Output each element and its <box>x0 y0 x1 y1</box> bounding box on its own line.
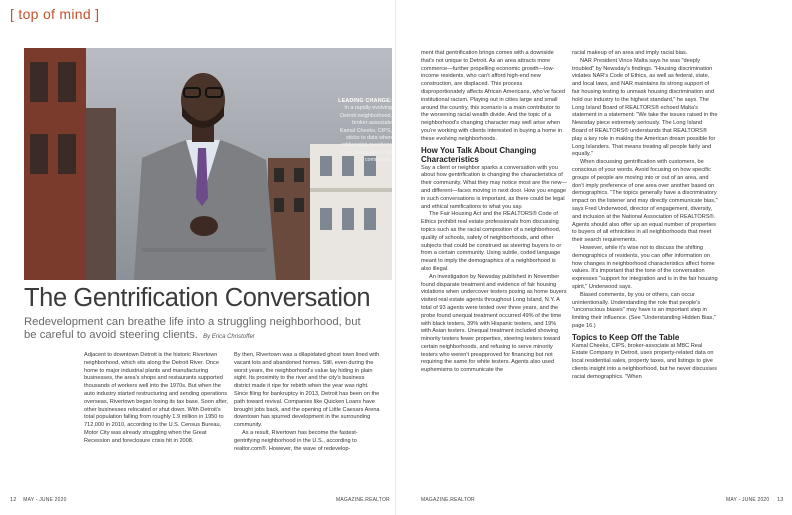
subhead-how-you-talk: How You Talk About Changing Characteristics <box>421 145 537 164</box>
deck-text: Redevelopment can breathe life into a struggling neighborhood, but be careful to avoid steering clients. <box>24 316 361 341</box>
page-number: 13 <box>776 497 784 503</box>
feature-photo <box>24 48 392 280</box>
body-column-4 <box>572 50 718 382</box>
subhead-topics-off-table: Topics to Keep Off the Table <box>572 332 680 342</box>
paragraph: By then, Rivertown was a dilapidated ghost town lined with vacant lots and abandoned homes. Still, even during the worst years, the neighborhood's value lay hiding in plain sight. Its proximity to the river and the city's business district made it ripe for rebirth when the year was right. Since filing for bankruptcy in 2013, Detroit has been on the path toward revival. Companies like Quicken Loans have brought jobs back, and the opening of Little Caesars Arena downtown has spurred development in the surrounding community. <box>234 352 380 429</box>
paragraph: Kamal Cheeks, CIPS, broker-associate at MBC Real Estate Company in Detroit, uses property-related data on local residential sales, property taxes, and listings to give clients insight into a neighborhood, but he never discusses racial demographics. "When <box>572 342 717 380</box>
paragraph: An investigation by Newsday published in November found disparate treatment and evidence of fair housing violations when undercover testers posing as home buyers visited real estate agents throughout Long Island, N.Y. A total of 93 agents were tested over three years, and the probe found unequal treatment occurred 49% of the time with black testers, 39% with Hispanic testers, and 19% with Asian testers. Unequal treatment included showing minority testers fewer properties, steering testers toward certain neighborhoods, and refusing to serve minority testers who weren't preapproved for financing but not requiring the same for white testers. Agents also used euphemisms to communicate the <box>421 273 567 374</box>
right-folio-brand: MAGAZINE.REALTOR <box>421 497 475 503</box>
left-folio-brand: MAGAZINE.REALTOR <box>336 497 390 503</box>
body-column-2 <box>234 352 380 453</box>
paragraph: The Fair Housing Act and the REALTORS® Code of Ethics prohibit real estate professionals from discussing topics such as the racial composition of a neighborhood, quality of schools, safety of neighborhoods, and other subjects that could be construed as steering buyers to or from a certain community. Using subtle, coded language meant to imply the demographics of a neighborhood is also illegal. <box>421 211 562 272</box>
section-kicker: [ top of mind ] <box>10 6 100 22</box>
caption-body: In a rapidly evolving Detroit neighborhood, broker-associate Kamal Cheeks, CIPS, sticks to data when addressing questions from clients about the community. <box>339 105 392 164</box>
paragraph: As a result, Rivertown has become the fastest-gentrifying neighborhood in the U.S., according to realtor.com®. However, the wave of redevelop- <box>234 429 358 452</box>
body-column-1 <box>84 352 228 446</box>
photo-caption <box>336 98 392 165</box>
caption-title: LEADING CHANGE: <box>338 98 392 104</box>
section-label: top of mind <box>18 6 91 22</box>
paragraph: However, while it's wise not to discuss the shifting demographics of residents, you can offer information on how changes in neighborhood characteristics affect home values. It's important that the tone of the conversation expresses "support for integration and is in the fair housing spirit," Underwood says. <box>572 244 718 290</box>
byline: By Erica Christoffer <box>203 334 255 340</box>
right-folio <box>726 497 784 503</box>
article-deck <box>24 316 374 344</box>
paragraph: Biased comments, by you or others, can occur unintentionally. Understanding the role that people's "unconscious biases" may have is an important step in limiting their influence. (See "Understanding Hidden Bias," page 16.) <box>572 291 716 329</box>
paragraph: racial makeup of an area and imply racial bias. <box>572 50 688 56</box>
article-headline: The Gentrification Conversation <box>24 284 371 312</box>
left-folio <box>10 497 67 503</box>
paragraph: ment that gentrification brings comes with a downside that's not unique to Detroit. As an area attracts more commerce—further propelling economic growth—low-income residents, who can't afford high-end new construction, are displaced. This process disproportionately affects African Americans, who've faced institutional racism. Playing out in cities large and small around the country, this scenario is a main contributor to the worsening racial wealth divide. And the topic of a neighborhood's changing character may well arise when you're working with clients interested in buying a home in these evolving neighborhoods. <box>421 50 565 142</box>
issue-date: MAY - JUNE 2020 <box>726 497 770 503</box>
paragraph: Say a client or neighbor sparks a conversation with you about how gentrification is changing the characteristics of their community. What they may notice most are the new—and different—faces moving in next door. How you engage in such conversations is important, as there could be legal and ethical ramifications to what you say. <box>421 164 568 210</box>
paragraph: Adjacent to downtown Detroit is the historic Rivertown neighborhood, which sits along the Detroit River. Once home to major industrial plants and manufacturing businesses, the area's shops and restaurants supported thousands of workers well into the 1970s. But when the auto industry started restructuring and sending operations overseas, Rivertown began losing its tax base. Soon after, other businesses relocated or shut down. With Detroit's total population falling from roughly 1.9 million in 1950 to 712,000 in 2010, according to the U.S. Census Bureau, Motor City was already struggling when the Great Recession and foreclosure crisis hit in 2008. <box>84 352 228 444</box>
paragraph: When discussing gentrification with customers, be conscious of your words. Avoid focusing on how specific groups of people are moving into or out of an area, and don't imply preference of one area over another based on demographics. "The topics generally have a discriminatory impact on the listener and may directly communicate bias," says Fred Underwood, director of engagement, diversity, and inclusion at the National Association of REALTORS®. Agents should also offer up an equal number of properties to buyers of all ethnicities in all neighborhoods that meet their search requirements. <box>572 159 718 244</box>
paragraph: NAR President Vince Malta says he was "deeply troubled" by Newsday's findings. "Housing discrimination violates NAR's Code of Ethics, as well as federal, state, and local laws, and NAR maintains its strong support of fair housing testing to unmask housing discrimination and hold our industry to the highest standard," he says. The Long Island Board of REALTORS® echoed Malta's statement in a statement: "We take the issues raised in the Newsday piece extremely seriously. The Long Island Board of REALTORS® understands that REALTORS® play a key role in making the American dream possible for Long Islanders. That means treating all people fairly and equally." <box>572 57 718 158</box>
page-number: 12 <box>10 497 17 503</box>
body-column-3 <box>421 50 567 375</box>
issue-date: MAY - JUNE 2020 <box>23 497 67 503</box>
